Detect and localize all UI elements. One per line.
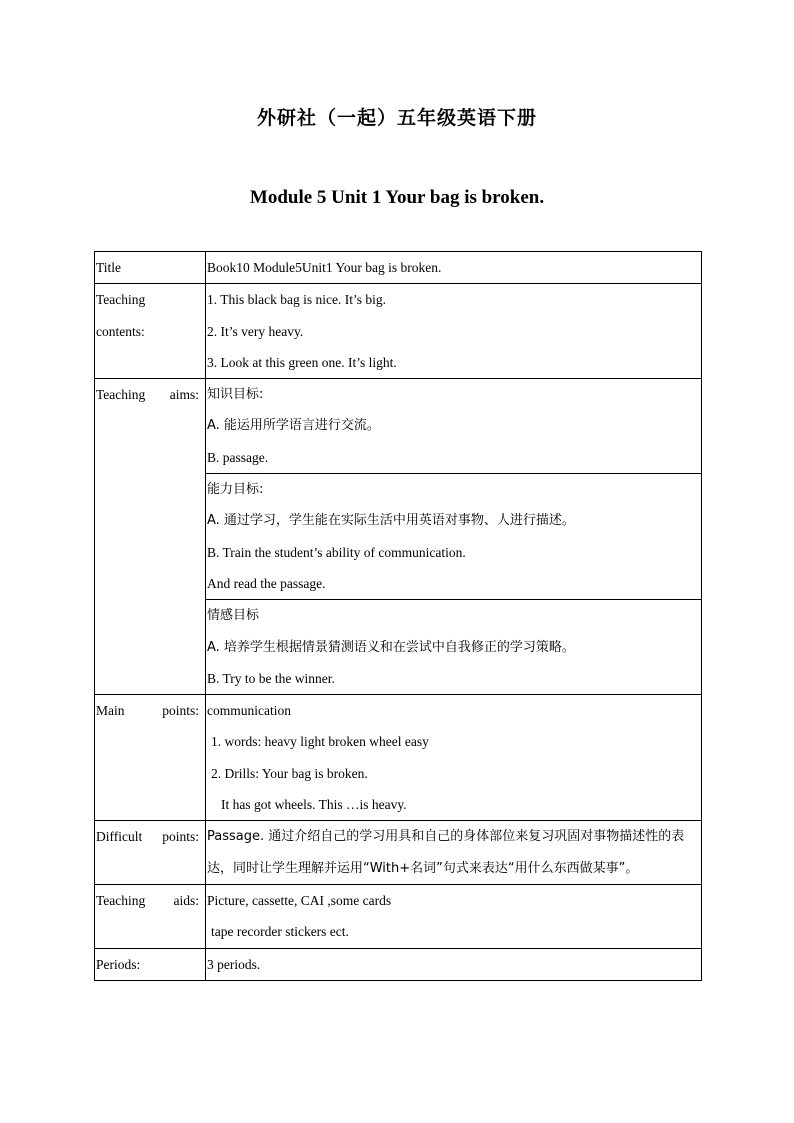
row-label [95,821,205,852]
row-label: Title [96,260,122,275]
label-cell [95,821,206,885]
label-cell [95,884,206,948]
difficult-points-text: Passage. 通过介绍自己的学习用具和自己的身体部位来复习巩固对事物描述性的表达，同时让学生理解并运用“With+名词”句式来表达“用什么东西做某事”。 [207,829,685,876]
row-teaching-contents [95,284,702,379]
value-cell [206,948,702,980]
point-line: It has got wheels. This …is heavy. [221,797,407,813]
aim-heading: 情感目标 [207,608,260,624]
value-cell [206,884,702,948]
aim-line: B. Try to be the winner. [207,670,335,686]
aim-line: A. 能运用所学语言进行交流。 [207,418,380,434]
row-label: contents: [96,323,145,339]
aim-line: A. 培养学生根据情景猜测语义和在尝试中自我修正的学习策略。 [207,639,575,655]
row-teaching-aids [95,884,702,948]
row-value: Book10 Module5Unit1 Your bag is broken. [207,260,442,275]
row-teaching-aims-knowledge [95,379,702,474]
value-cell [206,695,702,821]
value-cell [206,821,702,885]
row-label [95,885,205,916]
aim-line: B. passage. [207,449,269,465]
row-label [95,379,205,410]
aim-line: And read the passage. [207,575,326,591]
content-line: 1. This black bag is nice. It’s big. [207,292,386,308]
value-cell [206,284,702,379]
label-word: Teaching [96,387,146,403]
label-word: aims: [169,387,199,403]
aim-line: A. 通过学习，学生能在实际生活中用英语对事物、人进行描述。 [207,513,575,529]
lesson-plan-table [94,251,702,981]
aim-heading: 能力目标: [207,482,264,498]
row-periods [95,948,702,980]
point-line: 2. Drills: Your bag is broken. [211,765,368,781]
row-main-points [95,695,702,821]
label-word: aids: [173,892,199,908]
label-cell [95,379,206,695]
aids-line: Picture, cassette, CAI ,some cards [207,892,392,908]
aids-line: tape recorder stickers ect. [211,924,349,940]
label-cell [95,948,206,980]
content-line: 3. Look at this green one. It’s light. [207,354,397,370]
label-word: Main [96,703,125,719]
row-title [95,252,702,284]
aim-heading: 知识目标: [207,387,264,403]
row-value: 3 periods. [207,956,261,972]
row-difficult-points [95,821,702,885]
value-cell [206,252,702,284]
label-cell [95,284,206,379]
label-word: Difficult [96,829,143,845]
label-word: points: [162,703,199,719]
point-line: 1. words: heavy light broken wheel easy [211,734,429,750]
aim-line: B. Train the student’s ability of communication. [207,544,466,560]
label-cell [95,695,206,821]
value-cell [206,600,702,695]
value-cell [206,474,702,600]
label-word: Teaching [96,892,146,908]
row-label [95,695,205,726]
content-line: 2. It’s very heavy. [207,323,304,339]
row-label: Teaching [96,292,146,308]
label-cell [95,252,206,284]
value-cell [206,379,702,474]
label-word: points: [162,829,199,845]
page-title-english: Module 5 Unit 1 Your bag is broken. [249,187,545,208]
page-title-chinese: 外研社（一起）五年级英语下册 [256,107,537,129]
row-label: Periods: [96,956,141,972]
point-line: communication [207,703,291,719]
